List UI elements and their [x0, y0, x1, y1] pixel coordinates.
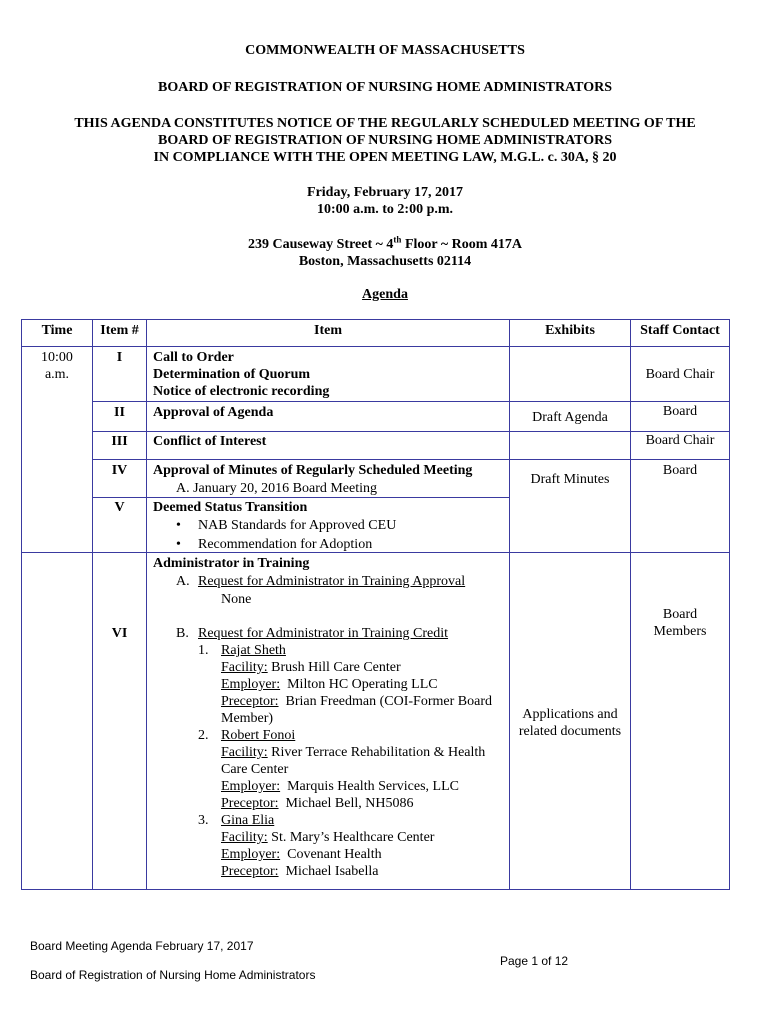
footer-board-label: Board of Registration of Nursing Home Administrators: [30, 968, 316, 982]
person-preceptor: Preceptor: Brian Freedman (COI-Former Board: [221, 694, 492, 709]
item-number: I: [116, 350, 123, 365]
meeting-datetime: [0, 184, 770, 218]
person-number: 2.: [198, 728, 209, 743]
item-deemed-status: Deemed Status Transition: [153, 500, 308, 515]
person-number: 3.: [198, 813, 209, 828]
item-administrator-in-training: Administrator in Training: [153, 556, 310, 571]
city-address: Boston, Massachusetts 02114: [298, 254, 472, 269]
person-name: Gina Elia: [221, 813, 275, 828]
staff-contact: Board: [662, 404, 698, 419]
bullet-icon: •: [176, 537, 181, 552]
notice-line: BOARD OF REGISTRATION OF NURSING HOME ADMINISTRATORS: [157, 133, 613, 148]
meeting-address: [0, 236, 770, 270]
exhibit-related-documents: related documents: [518, 724, 622, 739]
col-header-staff-contact: Staff Contact: [640, 323, 720, 338]
board-heading: BOARD OF REGISTRATION OF NURSING HOME ADMINISTRATORS: [157, 80, 613, 95]
staff-contact: Board: [662, 607, 698, 622]
notice-line: THIS AGENDA CONSTITUTES NOTICE OF THE REGULARLY SCHEDULED MEETING OF THE: [74, 116, 696, 131]
person-facility-cont: Care Center: [221, 762, 289, 777]
col-header-item-number: Item #: [100, 323, 139, 338]
bullet-nab-standards: NAB Standards for Approved CEU: [198, 518, 397, 533]
staff-contact: Board Chair: [645, 433, 715, 448]
col-header-item: Item: [314, 323, 342, 338]
person-name: Rajat Sheth: [221, 643, 286, 658]
meeting-time: 10:00 a.m. to 2:00 p.m.: [316, 202, 454, 217]
staff-contact-cont: Members: [653, 624, 707, 639]
item-number: II: [114, 405, 125, 420]
item-number: V: [114, 500, 125, 515]
item-approval-of-minutes: Approval of Minutes of Regularly Scheduled Meeting: [153, 463, 473, 478]
exhibit-draft-minutes: Draft Minutes: [530, 472, 610, 487]
item-approval-of-agenda: Approval of Agenda: [153, 405, 274, 420]
sub-item-label: B.: [176, 626, 189, 641]
exhibit-draft-agenda: Draft Agenda: [532, 410, 608, 425]
person-number: 1.: [198, 643, 209, 658]
commonwealth-heading: COMMONWEALTH OF MASSACHUSETTS: [245, 43, 525, 58]
item-electronic-recording: Notice of electronic recording: [153, 384, 330, 399]
person-preceptor: Preceptor: Michael Bell, NH5086: [221, 796, 414, 811]
person-name: Robert Fonoi: [221, 728, 296, 743]
item-conflict-of-interest: Conflict of Interest: [153, 434, 267, 449]
sub-item-ait-credit: Request for Administrator in Training Credit: [198, 626, 449, 641]
page-number: Page 1 of 12: [500, 954, 569, 968]
time-ampm: a.m.: [44, 367, 70, 382]
sub-item-ait-approval: Request for Administrator in Training Approval: [198, 574, 466, 589]
street-address: 239 Causeway Street ~ 4th Floor ~ Room 417A: [247, 234, 523, 252]
item-call-to-order: Call to Order: [153, 350, 234, 365]
person-facility: Facility: River Terrace Rehabilitation & Health: [221, 745, 486, 760]
item-number: VI: [111, 626, 128, 641]
sub-item-none: None: [221, 592, 252, 607]
person-preceptor-cont: Member): [221, 711, 274, 726]
agenda-title: Agenda: [362, 287, 408, 302]
footer-meeting-label: Board Meeting Agenda February 17, 2017: [30, 939, 254, 953]
col-header-exhibits: Exhibits: [545, 323, 595, 338]
item-quorum: Determination of Quorum: [153, 367, 311, 382]
col-header-time: Time: [41, 323, 73, 338]
person-employer: Employer: Marquis Health Services, LLC: [221, 779, 459, 794]
person-employer: Employer: Covenant Health: [221, 847, 382, 862]
time-start: 10:00: [41, 350, 73, 365]
item-number: III: [111, 434, 128, 449]
meeting-date: Friday, February 17, 2017: [307, 185, 463, 200]
notice-block: [0, 115, 770, 166]
bullet-recommendation: Recommendation for Adoption: [198, 537, 373, 552]
bullet-icon: •: [176, 518, 181, 533]
item-number: IV: [111, 463, 128, 478]
sub-item-board-meeting: A. January 20, 2016 Board Meeting: [176, 481, 378, 496]
person-facility: Facility: Brush Hill Care Center: [221, 660, 401, 675]
person-employer: Employer: Milton HC Operating LLC: [221, 677, 438, 692]
person-facility: Facility: St. Mary’s Healthcare Center: [221, 830, 435, 845]
staff-contact: Board Chair: [645, 367, 715, 382]
exhibit-applications: Applications and: [522, 707, 618, 722]
sub-item-label: A.: [176, 574, 190, 589]
staff-contact: Board: [662, 463, 698, 478]
person-preceptor: Preceptor: Michael Isabella: [221, 864, 379, 879]
notice-line: IN COMPLIANCE WITH THE OPEN MEETING LAW, M.G.L. c. 30A, § 20: [153, 150, 617, 165]
